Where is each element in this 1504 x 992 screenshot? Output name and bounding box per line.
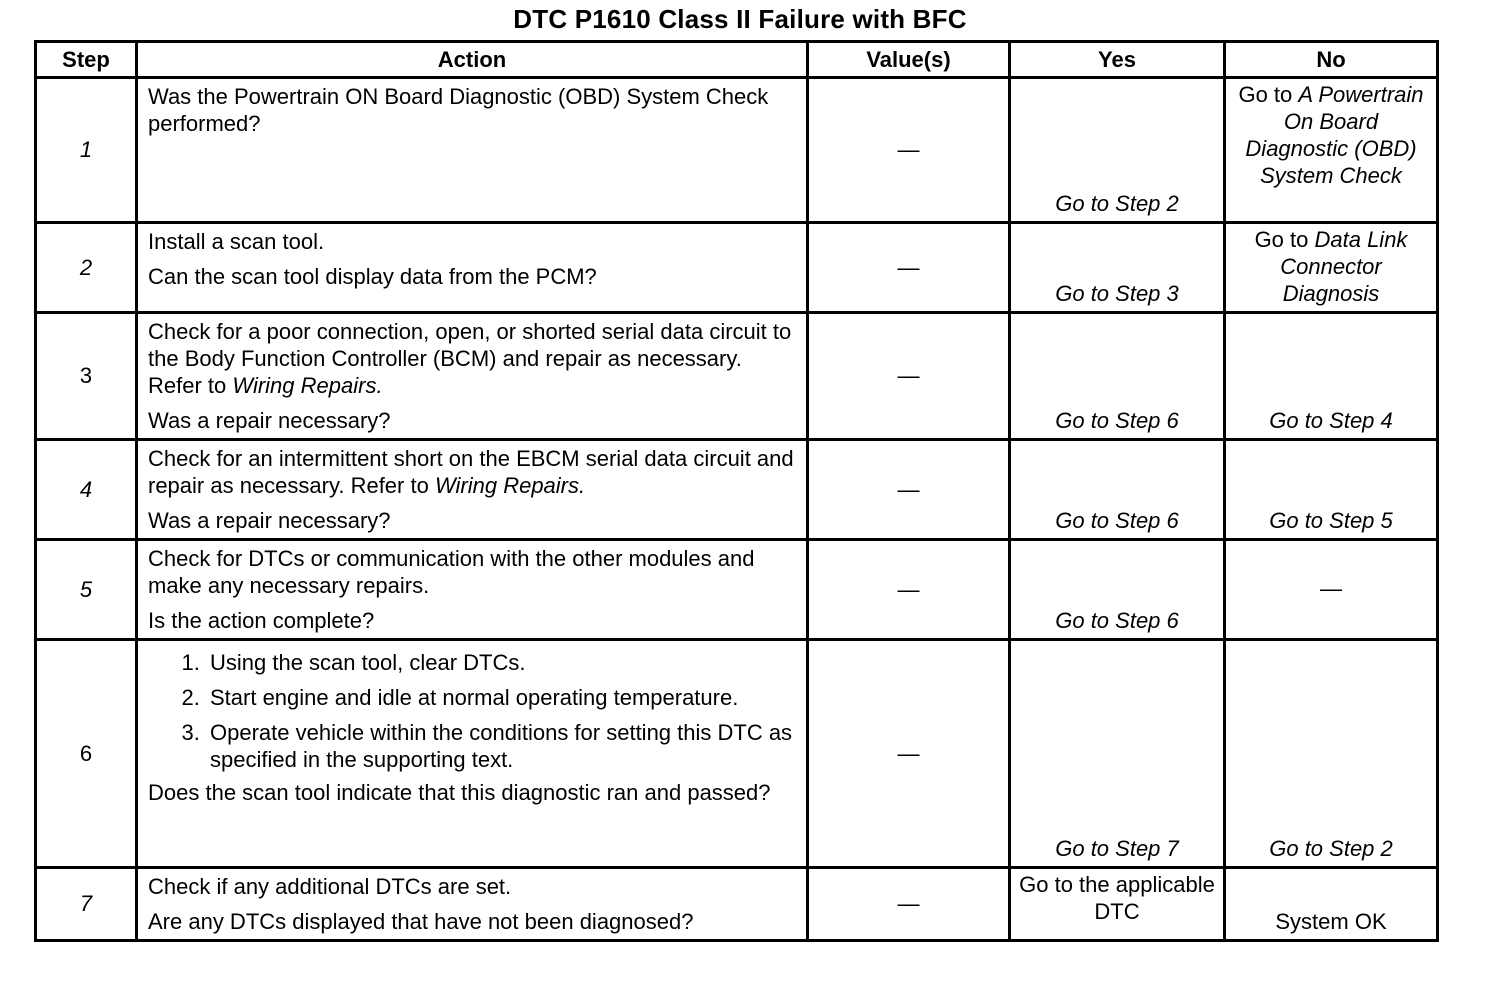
table-row-step-1: [36, 78, 1438, 223]
action-question: Does the scan tool indicate that this diagnostic ran and passed?: [148, 780, 771, 805]
header-row: [36, 42, 1438, 78]
procedure-list: [148, 649, 796, 773]
header-values: Value(s): [808, 42, 1010, 78]
step-number: 5: [36, 540, 137, 640]
procedure-item: 1. Using the scan tool, clear DTCs.: [206, 649, 796, 676]
action-cell: [137, 223, 808, 313]
action-text: Check if any additional DTCs are set.: [148, 874, 512, 899]
no-cell: [1225, 223, 1438, 313]
yes-cell: Go to Step 6: [1010, 440, 1225, 540]
no-cell: [1225, 78, 1438, 223]
header-yes: Yes: [1010, 42, 1225, 78]
yes-cell: Go to Step 2: [1010, 78, 1225, 223]
no-cell: Go to Step 4: [1225, 313, 1438, 440]
wiring-repairs-ref: Wiring Repairs.: [434, 473, 586, 498]
header-no: No: [1225, 42, 1438, 78]
action-question: Are any DTCs displayed that have not been diagnosed?: [148, 909, 694, 934]
no-prefix: Go to: [1254, 227, 1315, 252]
value-cell: —: [808, 440, 1010, 540]
action-text: Was the Powertrain ON Board Diagnostic (OBD) System Check performed?: [148, 84, 769, 136]
table-row-step-4: [36, 440, 1438, 540]
action-question: Is the action complete?: [148, 608, 375, 633]
step-number: 3: [36, 313, 137, 440]
step-number: 7: [36, 868, 137, 941]
action-cell: [137, 868, 808, 941]
action-text: Check for DTCs or communication with the other modules and make any necessary repairs.: [148, 546, 755, 598]
yes-cell: Go to Step 7: [1010, 640, 1225, 868]
action-cell: [137, 313, 808, 440]
table-row-step-2: [36, 223, 1438, 313]
action-cell: [137, 540, 808, 640]
no-reference: A Powertrain On Board Diagnostic (OBD) System Check: [1245, 82, 1424, 188]
value-cell: —: [808, 540, 1010, 640]
dtc-table: [34, 40, 1439, 942]
table-row-step-3: [36, 313, 1438, 440]
action-question: Was a repair necessary?: [148, 408, 391, 433]
step-number: 4: [36, 440, 137, 540]
action-question: Was a repair necessary?: [148, 508, 391, 533]
no-prefix: Go to: [1238, 82, 1299, 107]
no-cell: System OK: [1225, 868, 1438, 941]
step-number: 1: [36, 78, 137, 223]
action-cell: [137, 640, 808, 868]
no-cell: —: [1225, 540, 1438, 640]
procedure-item: 3. Operate vehicle within the conditions for setting this DTC as specified in the supporting text.: [206, 719, 796, 773]
no-reference: Data Link Connector Diagnosis: [1280, 227, 1408, 306]
table-row-step-5: [36, 540, 1438, 640]
action-cell: [137, 78, 808, 223]
value-cell: —: [808, 313, 1010, 440]
action-text: [148, 318, 796, 399]
no-cell: Go to Step 2: [1225, 640, 1438, 868]
action-text: Install a scan tool.: [148, 229, 325, 254]
page-title: DTC P1610 Class II Failure with BFC: [513, 4, 967, 34]
action-question: Can the scan tool display data from the PCM?: [148, 264, 597, 289]
no-cell: Go to Step 5: [1225, 440, 1438, 540]
yes-cell: Go to Step 3: [1010, 223, 1225, 313]
value-cell: —: [808, 223, 1010, 313]
action-instruction: Check for an intermittent short on the EBCM serial data circuit and repair as necessary. Refer to: [148, 446, 794, 498]
header-action: Action: [137, 42, 808, 78]
yes-cell: Go to Step 6: [1010, 313, 1225, 440]
table-row-step-6: [36, 640, 1438, 868]
step-number: 2: [36, 223, 137, 313]
wiring-repairs-ref: Wiring Repairs.: [232, 373, 383, 398]
action-instruction: Check for a poor connection, open, or shorted serial data circuit to the Body Function Controller (BCM) and repair as necessary. Refer to: [148, 319, 792, 398]
value-cell: —: [808, 78, 1010, 223]
action-cell: [137, 440, 808, 540]
header-step: Step: [36, 42, 137, 78]
value-cell: —: [808, 640, 1010, 868]
procedure-item: 2. Start engine and idle at normal operating temperature.: [206, 684, 796, 711]
value-cell: —: [808, 868, 1010, 941]
step-number: 6: [36, 640, 137, 868]
action-text: [148, 445, 796, 499]
yes-cell: Go to Step 6: [1010, 540, 1225, 640]
yes-cell: Go to the applicable DTC: [1010, 868, 1225, 941]
table-row-step-7: [36, 868, 1438, 941]
